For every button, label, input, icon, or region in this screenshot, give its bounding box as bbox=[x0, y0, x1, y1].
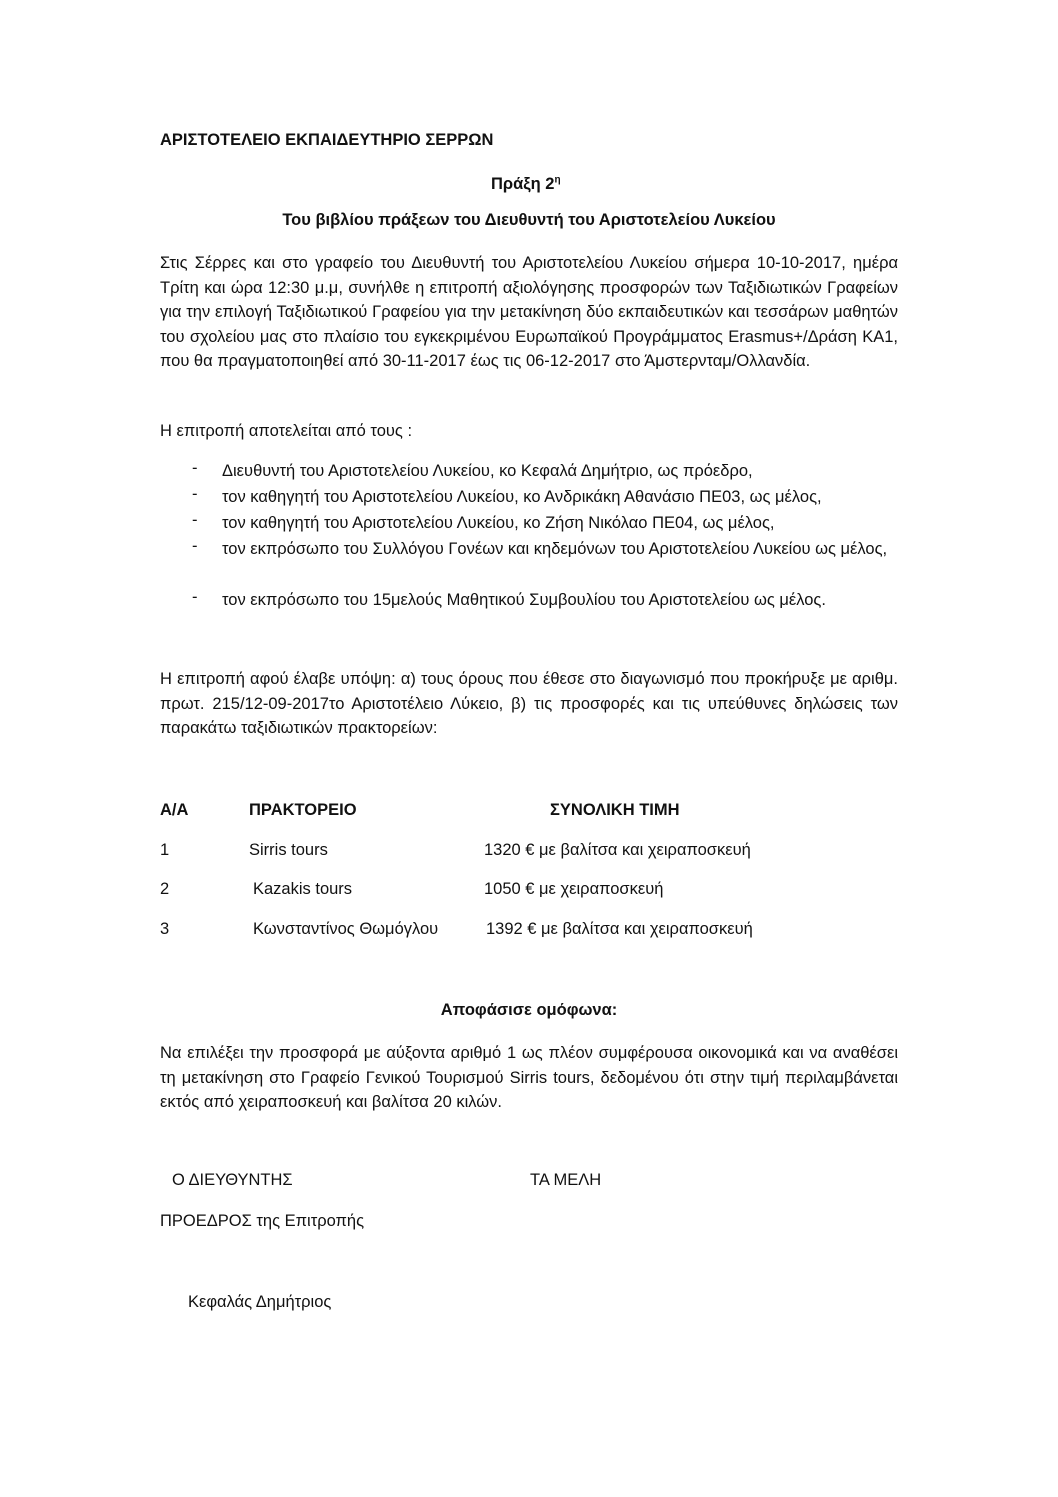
list-bullet: - bbox=[192, 537, 198, 555]
list-bullet: - bbox=[192, 588, 198, 606]
member-text: τον καθηγητή του Αριστοτελείου Λυκείου, κο Ζήση Νικόλαο ΠΕ04, ως μέλος, bbox=[222, 514, 775, 532]
act-title bbox=[491, 175, 561, 194]
book-subtitle: Του βιβλίου πράξεων του Διευθυντή του Αριστοτελείου Λυκείου bbox=[282, 211, 776, 229]
decision-paragraph: Να επιλέξει την προσφορά με αύξοντα αριθμό 1 ως πλέον συμφέρουσα οικονομικά και να αναθέσει τη μετακίνηση στο Γραφείο Γενικού Τουρισμού Sirris tours, δεδομένου ότι στην τιμή περιλαμβάνεται εκτός από χειραποσκευή και βαλίτσα 20 κιλών. bbox=[160, 1044, 898, 1111]
row-price: 1320 € με βαλίτσα και χειραποσκευή bbox=[484, 841, 751, 859]
header-total-price: ΣΥΝΟΛΙΚΗ ΤΙΜΗ bbox=[550, 801, 680, 819]
member-text: τον καθηγητή του Αριστοτελείου Λυκείου, κο Ανδρικάκη Αθανάσιο ΠΕ03, ως μέλος, bbox=[222, 488, 822, 506]
row-agency: Sirris tours bbox=[249, 841, 328, 859]
director-name: Κεφαλάς Δημήτριος bbox=[188, 1293, 332, 1311]
row-agency: Κωνσταντίνος Θωμόγλου bbox=[253, 920, 439, 938]
row-agency: Kazakis tours bbox=[253, 880, 353, 898]
row-price: 1050 € με χειραποσκευή bbox=[484, 880, 664, 898]
members-label: ΤΑ ΜΕΛΗ bbox=[530, 1171, 602, 1189]
president-label: ΠΡΟΕΔΡΟΣ της Επιτροπής bbox=[160, 1212, 365, 1230]
member-text: τον εκπρόσωπο του Συλλόγου Γονέων και κηδεμόνων του Αριστοτελείου Λυκείου ως μέλος, bbox=[222, 540, 888, 558]
decision-heading: Αποφάσισε ομόφωνα: bbox=[440, 1001, 618, 1019]
row-number: 2 bbox=[160, 880, 170, 898]
act-title-text: Πράξη 2 bbox=[491, 175, 555, 193]
intro-paragraph: Στις Σέρρες και στο γραφείο του Διευθυντή του Αριστοτελείου Λυκείου σήμερα 10-10-2017, ημέρα Τρίτη και ώρα 12:30 μ.μ, συνήλθε η επιτροπή αξιολόγησης προσφορών των Ταξιδιωτικών Γραφείων για την επιλογή Ταξιδιωτικού Γραφείου για την μετακίνηση δύο εκπαιδευτικών και τεσσάρων μαθητών του σχολείου μας στο πλαίσιο του εγκεκριμένου Ευρωπαϊκού Προγράμματος Erasmus+/Δράση ΚΑ1, που θα πραγματοποιηθεί από 30-11-2017 έως τις 06-12-2017 στο Άμστερνταμ/Ολλανδία. bbox=[160, 254, 898, 370]
act-title-superscript: η bbox=[554, 174, 561, 186]
row-number: 3 bbox=[160, 920, 170, 938]
header-number: Α/Α bbox=[160, 801, 189, 819]
list-bullet: - bbox=[192, 459, 198, 477]
header-agency: ΠΡΑΚΤΟΡΕΙΟ bbox=[249, 801, 357, 819]
director-label: Ο ΔΙΕΥΘΥΝΤΗΣ bbox=[172, 1171, 293, 1189]
list-bullet: - bbox=[192, 511, 198, 529]
consideration-paragraph: Η επιτροπή αφού έλαβε υπόψη: α) τους όρους που έθεσε στο διαγωνισμό που προκήρυξε με αριθμ. πρωτ. 215/12-09-2017το Αριστοτέλειο Λύκειο, β) τις προσφορές και τις υπεύθυνες δηλώσεις των παρακάτω ταξιδιωτικών πρακτορείων: bbox=[160, 670, 898, 737]
row-number: 1 bbox=[160, 841, 170, 859]
member-text: τον εκπρόσωπο του 15μελούς Μαθητικού Συμβουλίου του Αριστοτελείου ως μέλος. bbox=[222, 591, 826, 609]
row-price: 1392 € με βαλίτσα και χειραποσκευή bbox=[486, 920, 753, 938]
list-bullet: - bbox=[192, 485, 198, 503]
committee-intro: Η επιτροπή αποτελείται από τους : bbox=[160, 422, 413, 440]
member-text: Διευθυντή του Αριστοτελείου Λυκείου, κο Κεφαλά Δημήτριο, ως πρόεδρο, bbox=[222, 462, 753, 480]
school-name: ΑΡΙΣΤΟΤΕΛΕΙΟ ΕΚΠΑΙΔΕΥΤΗΡΙΟ ΣΕΡΡΩΝ bbox=[160, 131, 494, 149]
